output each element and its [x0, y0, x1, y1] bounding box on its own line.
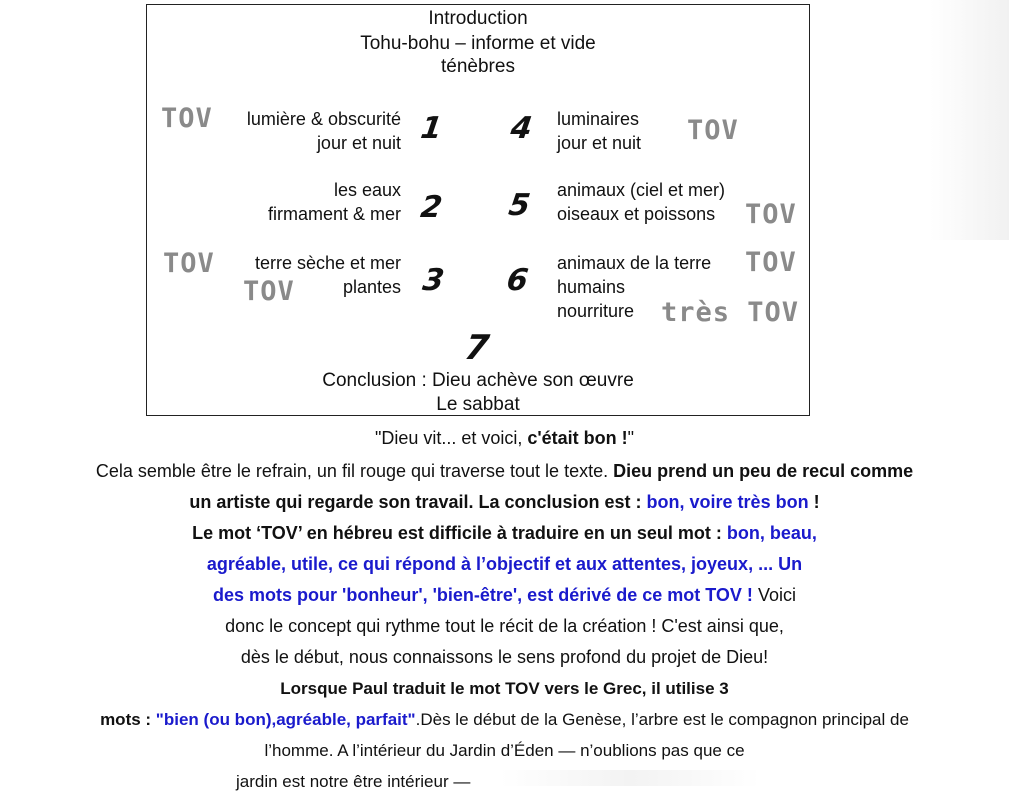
- tov-label-day4: TOV: [687, 115, 739, 146]
- paragraph-line-7: donc le concept qui rythme tout le récit de la création ! C'est ainsi que,: [225, 616, 784, 636]
- line2-normal: Cela semble être le refrain, un fil rouge qui traverse tout le texte.: [95, 461, 614, 481]
- day1-line2: jour et nuit: [316, 133, 401, 153]
- line3-end: !: [808, 492, 820, 512]
- line10-normal: .Dès le début de la Genèse, l’arbre est le compagnon principal de: [415, 710, 909, 729]
- paragraph-line-10: [0, 704, 1009, 735]
- day2-text: [268, 178, 401, 226]
- line4-blue: bon, beau,: [726, 523, 817, 543]
- tov-label-day3b: TOV: [243, 276, 295, 307]
- day3-line1: terre sèche et mer: [254, 253, 401, 273]
- paragraph-line-6: [0, 580, 1009, 611]
- paragraph-line-12: jardin est notre être intérieur —: [236, 772, 471, 791]
- day5-text: [557, 178, 725, 226]
- tov-label-day1: TOV: [161, 103, 213, 134]
- paragraph-line-2: [0, 456, 1009, 487]
- paragraph-line-8: dès le début, nous connaissons le sens profond du projet de Dieu!: [240, 647, 769, 667]
- faded-text-remnant: [500, 770, 760, 786]
- line3-bold: un artiste qui regarde son travail. La conclusion est :: [189, 492, 647, 512]
- day-number-6: 6: [504, 263, 531, 298]
- creation-days-diagram: [146, 4, 810, 416]
- day1-text: [247, 107, 401, 155]
- day6-line1: animaux de la terre: [557, 253, 712, 273]
- line4-bold: Le mot ‘TOV’ en hébreu est difficile à traduire en un seul mot :: [192, 523, 727, 543]
- day3-text: [255, 251, 401, 299]
- background-shadow: [930, 0, 1009, 240]
- diagram-subtitle: Tohu-bohu – informe et vide: [360, 33, 596, 54]
- day4-line1: luminaires: [557, 109, 640, 129]
- paragraph-line-9: Lorsque Paul traduit le mot TOV vers le Grec, il utilise 3: [280, 679, 729, 698]
- paragraph-line-4: [0, 518, 1009, 549]
- day2-line1: les eaux: [333, 180, 401, 200]
- day2-line2: firmament & mer: [267, 204, 401, 224]
- line6-normal: Voici: [752, 585, 796, 605]
- day-number-1: 1: [418, 111, 445, 146]
- quote-line: [0, 423, 1009, 454]
- diagram-subtitle-2: ténèbres: [441, 56, 515, 77]
- quote-bold: c'était bon !: [527, 428, 628, 448]
- line3-blue: bon, voire très bon: [646, 492, 809, 512]
- line2-bold: Dieu prend un peu de recul comme: [613, 461, 914, 481]
- quote-part1: "Dieu vit... et voici,: [374, 428, 528, 448]
- line5-blue: agréable, utile, ce qui répond à l’objectif et aux attentes, joyeux, ... Un: [206, 554, 803, 574]
- tres-tov-label: très TOV: [661, 297, 800, 328]
- day4-text: [557, 107, 641, 155]
- line10-bold: mots :: [100, 710, 156, 729]
- tov-label-day3a: TOV: [163, 248, 215, 279]
- tov-label-day5: TOV: [745, 199, 797, 230]
- day-number-4: 4: [508, 111, 535, 146]
- day1-line1: lumière & obscurité: [246, 109, 401, 129]
- day6-line3: nourriture: [557, 301, 635, 321]
- day5-line1: animaux (ciel et mer): [557, 180, 726, 200]
- diagram-conclusion: Conclusion : Dieu achève son œuvre: [322, 370, 634, 391]
- day4-line2: jour et nuit: [557, 133, 642, 153]
- paragraph-line-5: [0, 549, 1009, 580]
- day-number-7: 7: [462, 328, 492, 368]
- diagram-title: Introduction: [428, 8, 528, 29]
- day-number-5: 5: [506, 188, 533, 223]
- day5-line2: oiseaux et poissons: [557, 204, 716, 224]
- line6-blue: des mots pour 'bonheur', 'bien-être', est dérivé de ce mot TOV !: [213, 585, 753, 605]
- paragraph-line-11: l’homme. A l’intérieur du Jardin d’Éden — n’oublions pas que ce: [264, 741, 745, 760]
- paragraph-line-3: [0, 487, 1009, 518]
- day-number-3: 3: [420, 263, 447, 298]
- line10-blue: "bien (ou bon),agréable, parfait": [155, 710, 416, 729]
- day-number-2: 2: [418, 190, 445, 225]
- day3-line2: plantes: [342, 277, 401, 297]
- day6-line2: humains: [557, 277, 626, 297]
- quote-end: ": [627, 428, 635, 448]
- tov-label-day6: TOV: [745, 247, 797, 278]
- diagram-sabbat: Le sabbat: [436, 394, 520, 415]
